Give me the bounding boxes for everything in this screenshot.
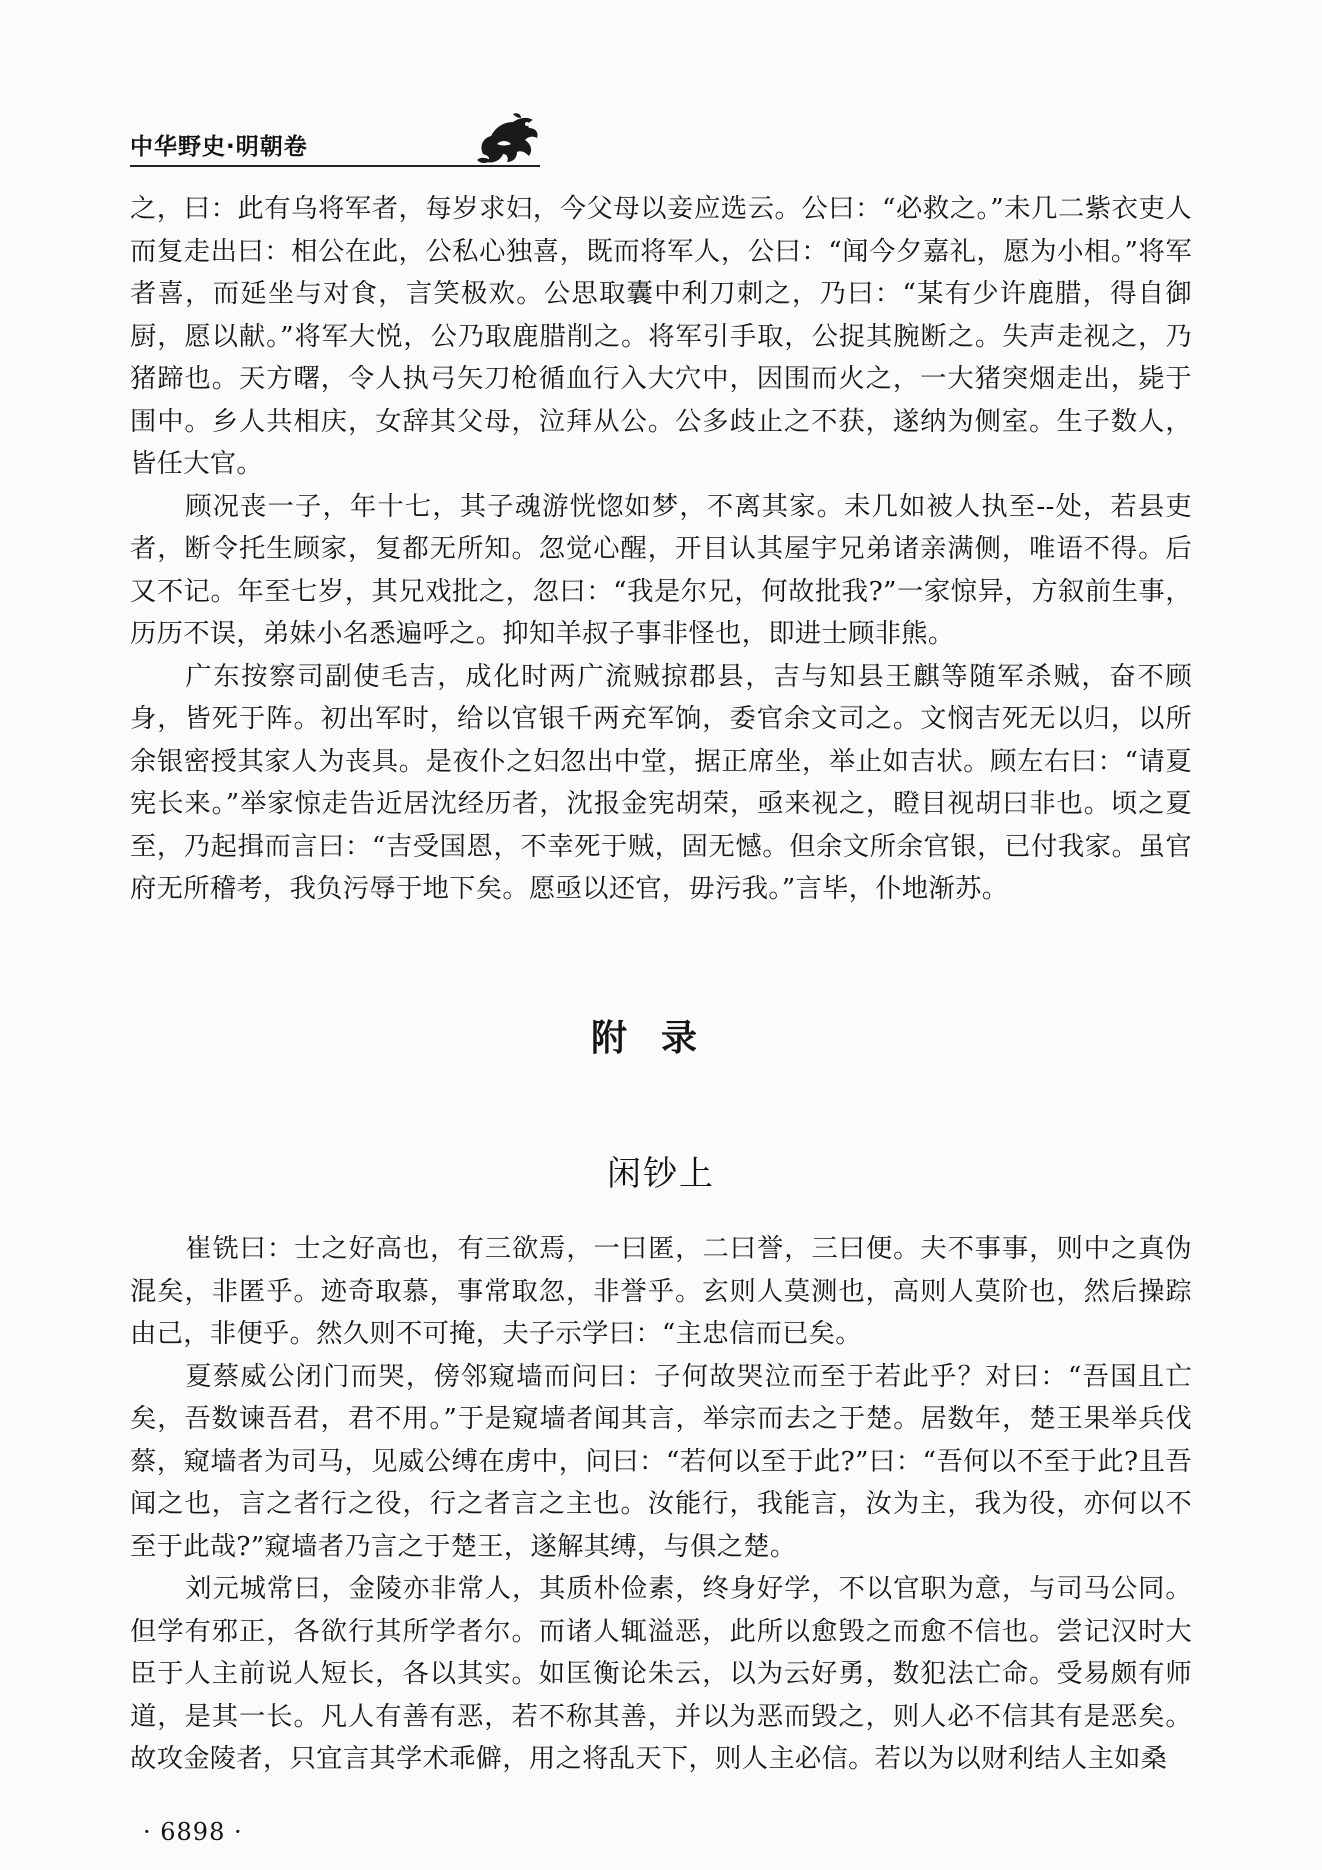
paragraph: 刘元城常曰，金陵亦非常人，其质朴俭素，终身好学，不以官职为意，与司马公同。但学有邪正，各欲行其所学者尔。而诸人辄溢恶，此所以愈毁之而愈不信也。尝记汉时大臣于人主前说人短长，各以其实。如匡衡论朱云，以为云好勇，数犯法亡命。受易颇有师道，是其一长。凡人有善有恶，若不称其善，并以为恶而毁之，则人必不信其有是恶矣。故攻金陵者，只宜言其学术乖僻，用之将乱天下，则人主必信。若以为以财利结人主如桑 [130, 1574, 1192, 1774]
paragraph: 顾况丧一子，年十七，其子魂游恍惚如梦，不离其家。未几如被人执至--处，若县吏者，断令托生顾家，复都无所知。忽觉心醒，开目认其屋宇兄弟诸亲满侧，唯语不得。后又不记。年至七岁，其兄戏批之，忽曰：“我是尔兄，何故批我?”一家惊异，方叙前生事，历历不误，弟妹小名悉遍呼之。抑知羊叔子事非怪也，即进士顾非熊。 [130, 491, 1192, 649]
paragraph: 崔铣曰：士之好高也，有三欲焉，一曰匿，二曰誉，三曰便。夫不事事，则中之真伪混矣，非匿乎。迹奇取慕，事常取忽，非誉乎。玄则人莫测也，高则人莫阶也，然后操踪由己，非便乎。然久则不可掩，夫子示学曰：“主忠信而已矣。 [130, 1234, 1192, 1349]
paragraph: 广东按察司副使毛吉，成化时两广流贼掠郡县，吉与知县王麒等随军杀贼，奋不顾身，皆死于阵。初出军时，给以官银千两充军饷，委官余文司之。文悯吉死无以归，以所余银密授其家人为丧具。是夜仆之妇忽出中堂，据正席坐，举止如吉状。顾左右曰：“请夏宪长来。”举家惊走告近居沈经历者，沈报金宪胡荣，亟来视之，瞪目视胡曰非也。顷之夏至，乃起揖而言曰：“吉受国恩，不幸死于贼，固无憾。但余文所余官银，已付我家。虽官府无所稽考，我负污辱于地下矣。愿亟以还官，毋污我。”言毕，仆地渐苏。 [130, 661, 1192, 904]
section-1-text [130, 188, 1192, 911]
page-number: · 6898 · [143, 1818, 243, 1846]
running-header [130, 108, 550, 168]
paragraph: 之，曰：此有乌将军者，每岁求妇，今父母以妾应选云。公曰：“必救之。”未几二紫衣吏人而复走出曰：相公在此，公私心独喜，既而将军人，公曰：“闻今夕嘉礼，愿为小相。”将军者喜，而延坐与对食，言笑极欢。公思取囊中利刀刺之，乃曰：“某有少许鹿腊，得自御厨，愿以献。”将军大悦，公乃取鹿腊削之。将军引手取，公捉其腕断之。失声走视之，乃猪蹄也。天方曙，令人执弓矢刀枪循血行入大穴中，因围而火之，一大猪突烟走出，毙于围中。乡人共相庆，女辞其父母，泣拜从公。公多歧止之不获，遂纳为侧室。生子数人，皆任大官。 [130, 194, 1192, 479]
header-rule [130, 165, 540, 167]
dragon-emblem-icon [473, 110, 545, 166]
appendix-heading: 附录 [590, 1018, 731, 1059]
paragraph: 夏蔡威公闭门而哭，傍邻窥墙而问曰：子何故哭泣而至于若此乎？对曰：“吾国且亡矣，吾数谏吾君，君不用。”于是窥墙者闻其言，举宗而去之于楚。居数年，楚王果举兵伐蔡，窥墙者为司马，见威公缚在虏中，问曰：“若何以至于此?”曰：“吾何以不至于此?且吾闻之也，言之者行之役，行之者言之主也。汝能行，我能言，汝为主，我为役，亦何以不至于此哉?”窥墙者乃言之于楚王，遂解其缚，与俱之楚。 [130, 1361, 1192, 1562]
section-heading: 闲钞上 [607, 1154, 715, 1194]
section-2-text [130, 1228, 1192, 1781]
book-title: 中华野史·明朝卷 [130, 134, 308, 160]
